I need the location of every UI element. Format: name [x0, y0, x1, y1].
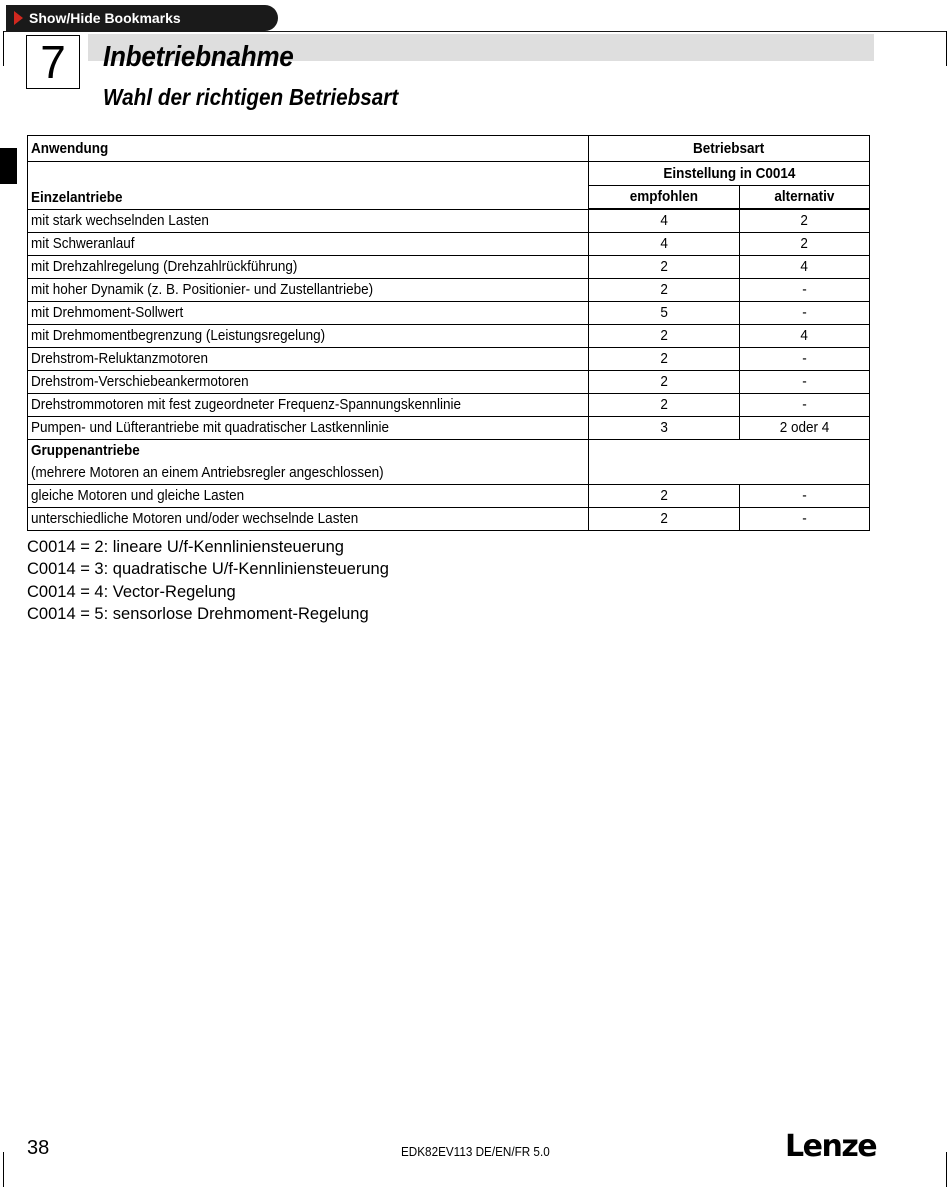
- table-row: [28, 394, 870, 417]
- alternative-value: -: [802, 487, 807, 504]
- recommended-value: 2: [660, 281, 668, 298]
- table-row: [28, 508, 870, 531]
- alternative-value: 2: [800, 212, 809, 229]
- crop-mark: [946, 1152, 947, 1187]
- table-row: [28, 325, 870, 348]
- table-row: [28, 371, 870, 394]
- table-header-row: [28, 162, 870, 186]
- note-line: C0014 = 2: lineare U/f-Kennliniensteuerung: [27, 538, 344, 556]
- triangle-right-icon: [14, 11, 23, 25]
- operating-mode-table: [27, 135, 870, 531]
- application-label: mit Drehmoment-Sollwert: [31, 304, 184, 321]
- alternative-value: 2: [800, 235, 809, 252]
- table-row: [28, 302, 870, 325]
- page-subtitle: Wahl der richtigen Betriebsart: [103, 84, 399, 110]
- alternative-value: -: [802, 281, 807, 298]
- alternative-value: -: [802, 396, 807, 413]
- header-einstellung: Einstellung in C0014: [662, 165, 796, 182]
- recommended-value: 4: [660, 235, 668, 252]
- application-label: Drehstrom-Verschiebeankermotoren: [31, 373, 249, 390]
- recommended-value: 5: [660, 304, 668, 321]
- application-label: Drehstrom-Reluktanzmotoren: [31, 350, 209, 367]
- table-row: [28, 256, 870, 279]
- alternative-value: 4: [800, 327, 809, 344]
- alternative-value: -: [802, 304, 807, 321]
- page-title: Inbetriebnahme: [103, 41, 294, 73]
- application-label: Drehstrommotoren mit fest zugeordneter Frequenz-Spannungskennlinie: [31, 396, 461, 413]
- application-label: mit stark wechselnden Lasten: [31, 211, 209, 229]
- alternative-value: -: [802, 350, 807, 367]
- recommended-value: 2: [660, 327, 668, 344]
- table-row: [28, 348, 870, 371]
- table-row: [28, 279, 870, 302]
- alternative-value: 4: [800, 258, 809, 275]
- page-number: 38: [27, 1137, 50, 1159]
- note-line: C0014 = 4: Vector-Regelung: [27, 582, 236, 601]
- bookmarks-label: Show/Hide Bookmarks: [29, 10, 181, 26]
- crop-mark: [3, 1152, 4, 1187]
- application-label: gleiche Motoren und gleiche Lasten: [31, 487, 245, 504]
- group-drives-note: (mehrere Motoren an einem Antriebsregler angeschlossen): [31, 464, 384, 481]
- note-line: C0014 = 5: sensorlose Drehmoment-Regelung: [27, 604, 369, 623]
- table-row: [28, 485, 870, 508]
- header-einzelantriebe: Einzelantriebe: [31, 188, 123, 206]
- alternative-value: -: [802, 373, 807, 390]
- application-label: mit Drehmomentbegrenzung (Leistungsregelung): [31, 327, 326, 344]
- chapter-number: 7: [26, 35, 80, 89]
- application-label: mit Drehzahlregelung (Drehzahlrückführung): [31, 258, 298, 275]
- application-label: Pumpen- und Lüfterantriebe mit quadratischer Lastkennlinie: [31, 419, 389, 436]
- alternative-value: -: [802, 510, 807, 527]
- header-anwendung: Anwendung: [31, 140, 109, 157]
- table-row: [28, 209, 870, 233]
- application-label: unterschiedliche Motoren und/oder wechselnde Lasten: [31, 510, 359, 527]
- group-drives-title: Gruppenantriebe: [31, 442, 140, 459]
- group-drives-row: [28, 440, 870, 485]
- note-line: C0014 = 3: quadratische U/f-Kennliniensteuerung: [27, 560, 389, 579]
- application-label: mit hoher Dynamik (z. B. Positionier- und Zustellantriebe): [31, 281, 374, 298]
- table-header-row: [28, 136, 870, 162]
- mode-notes: [27, 536, 389, 625]
- crop-mark: [3, 31, 4, 66]
- top-rule: [4, 31, 946, 32]
- lenze-logo: Lenze: [785, 1129, 877, 1164]
- header-betriebsart: Betriebsart: [693, 140, 765, 157]
- crop-mark: [946, 31, 947, 66]
- header-alternativ: alternativ: [774, 188, 835, 205]
- recommended-value: 3: [660, 419, 668, 436]
- recommended-value: 2: [660, 373, 668, 390]
- recommended-value: 4: [660, 212, 668, 229]
- table-row: [28, 233, 870, 256]
- show-hide-bookmarks-button[interactable]: [6, 5, 278, 31]
- recommended-value: 2: [660, 487, 668, 504]
- alternative-value: 2 oder 4: [779, 419, 830, 436]
- table-row: [28, 417, 870, 440]
- recommended-value: 2: [660, 510, 668, 527]
- recommended-value: 2: [660, 258, 668, 275]
- recommended-value: 2: [660, 350, 668, 367]
- document-reference: EDK82EV113 DE/EN/FR 5.0: [401, 1144, 550, 1159]
- application-label: mit Schweranlauf: [31, 235, 135, 252]
- chapter-side-marker: [0, 148, 17, 184]
- header-empfohlen: empfohlen: [629, 188, 699, 205]
- recommended-value: 2: [660, 396, 668, 413]
